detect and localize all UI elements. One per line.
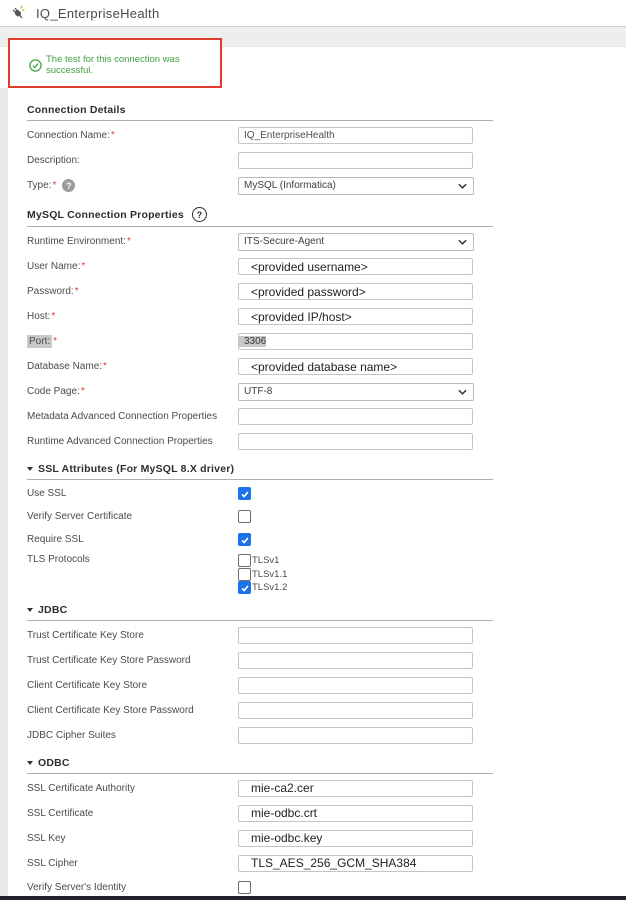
field-label xyxy=(27,511,238,522)
trust-certificate-key-store-input[interactable] xyxy=(238,627,473,644)
field-label xyxy=(27,833,238,844)
field-label xyxy=(27,261,238,272)
field-label-text: Database Name: xyxy=(27,361,103,372)
field-label-text: SSL Cipher xyxy=(27,857,78,869)
chevron-down-icon xyxy=(458,389,467,395)
field-row-ssl-cipher xyxy=(27,851,493,876)
checkbox-option xyxy=(238,554,287,568)
annotation-highlight-box xyxy=(8,38,222,88)
field-row-client-certificate-key-store xyxy=(27,673,493,698)
description-input[interactable] xyxy=(238,152,473,169)
jdbc-cipher-suites-input[interactable] xyxy=(238,727,473,744)
input-value: mie-odbc.key xyxy=(251,831,323,845)
section-divider xyxy=(27,773,493,774)
field-row-trust-certificate-key-store-password xyxy=(27,648,493,673)
select-value: UTF-8 xyxy=(244,386,273,397)
field-row-require-ssl xyxy=(27,528,493,551)
field-label-text: Description: xyxy=(27,155,80,166)
field-row-client-certificate-key-store-password xyxy=(27,698,493,723)
code-page-select[interactable] xyxy=(238,383,474,401)
success-message xyxy=(29,54,220,76)
field-row-use-ssl xyxy=(27,482,493,505)
field-label-text: TLS Protocols xyxy=(27,554,90,565)
section-rows xyxy=(27,123,493,198)
section-divider xyxy=(27,120,493,121)
field-row-ssl-key xyxy=(27,826,493,851)
field-row-runtime-advanced-connection-properties xyxy=(27,429,493,454)
field-label xyxy=(27,882,238,893)
tlsv1-checkbox[interactable] xyxy=(238,554,251,567)
field-label xyxy=(27,436,238,447)
user-name-input[interactable] xyxy=(238,258,473,275)
section-header-connection-details xyxy=(27,104,493,116)
input-value: mie-ca2.cer xyxy=(251,781,314,795)
required-marker: * xyxy=(53,336,58,347)
field-row-runtime-environment xyxy=(27,229,493,254)
field-label-text: SSL Certificate Authority xyxy=(27,782,136,794)
success-message-text: The test for this connection was successful. xyxy=(46,54,180,76)
input-value: <provided IP/host> xyxy=(251,309,352,324)
field-label xyxy=(27,286,238,297)
verify-server-s-identity-checkbox[interactable] xyxy=(238,881,251,894)
input-value: <provided database name> xyxy=(251,359,398,374)
field-row-database-name xyxy=(27,354,493,379)
required-marker: * xyxy=(126,236,131,247)
section-title: ODBC xyxy=(38,756,70,769)
select-value: ITS-Secure-Agent xyxy=(244,236,325,247)
field-row-metadata-advanced-connection-properties xyxy=(27,404,493,429)
bottom-bar xyxy=(0,896,626,900)
input-value: IQ_EnterpriseHealth xyxy=(244,130,335,141)
field-label-text: Password: xyxy=(27,286,74,297)
metadata-advanced-connection-properties-input[interactable] xyxy=(238,408,473,425)
field-row-ssl-certificate-authority xyxy=(27,776,493,801)
input-value: <provided password> xyxy=(251,284,366,299)
field-label xyxy=(27,680,238,691)
required-marker: * xyxy=(110,130,115,141)
field-label xyxy=(27,236,238,247)
field-label-text: User Name: xyxy=(27,261,81,272)
section-title: MySQL Connection Properties xyxy=(27,208,184,221)
checkbox-option-label: TLSv1.2 xyxy=(252,582,288,594)
field-label xyxy=(27,335,238,348)
section-rows xyxy=(27,482,493,595)
field-row-host xyxy=(27,304,493,329)
field-row-verify-server-certificate xyxy=(27,505,493,528)
section-rows xyxy=(27,623,493,748)
section-header-jdbc xyxy=(27,604,493,616)
trust-certificate-key-store-password-input[interactable] xyxy=(238,652,473,669)
port-input[interactable] xyxy=(238,333,473,350)
page-header xyxy=(0,0,626,27)
field-label xyxy=(27,488,238,499)
section-odbc xyxy=(27,757,493,899)
field-label-text: Runtime Environment: xyxy=(27,236,126,247)
field-row-description xyxy=(27,148,493,173)
required-marker: * xyxy=(80,386,85,397)
check-circle-icon xyxy=(29,59,42,72)
field-label xyxy=(27,534,238,545)
required-marker: * xyxy=(103,361,107,372)
field-label-text: Code Page: xyxy=(27,386,80,397)
checkbox-option-label: TLSv1 xyxy=(252,555,280,567)
field-label-text: Connection Name: xyxy=(27,130,110,141)
field-label-text: Client Certificate Key Store Password xyxy=(27,704,194,716)
field-label-text: Verify Server Certificate xyxy=(27,511,133,522)
host-input[interactable] xyxy=(238,308,473,325)
field-label-text: Port: xyxy=(29,336,51,347)
form-area xyxy=(27,99,493,899)
field-row-ssl-certificate xyxy=(27,801,493,826)
field-label xyxy=(27,386,238,397)
field-label xyxy=(27,179,238,192)
section-divider xyxy=(27,620,493,621)
section-divider xyxy=(27,226,493,227)
field-label-text: SSL Key xyxy=(27,832,66,844)
chevron-down-icon xyxy=(458,183,467,189)
field-row-jdbc-cipher-suites xyxy=(27,723,493,748)
checkmark-icon xyxy=(240,535,250,545)
required-marker: * xyxy=(51,311,56,322)
verify-server-certificate-checkbox[interactable] xyxy=(238,510,251,523)
section-header-mysql-connection-properties xyxy=(27,207,493,222)
require-ssl-checkbox[interactable] xyxy=(238,533,251,546)
section-ssl-attributes xyxy=(27,463,493,595)
field-label-text: Require SSL xyxy=(27,534,84,545)
field-row-user-name xyxy=(27,254,493,279)
field-label xyxy=(27,411,238,422)
password-input[interactable] xyxy=(238,283,473,300)
field-row-port xyxy=(27,329,493,354)
database-name-input[interactable] xyxy=(238,358,473,375)
section-rows xyxy=(27,229,493,454)
section-title: Connection Details xyxy=(27,104,126,116)
ssl-cipher-input[interactable] xyxy=(238,855,473,872)
field-label-text: Host: xyxy=(27,311,51,322)
checkmark-icon xyxy=(240,583,250,593)
input-value: mie-odbc.crt xyxy=(251,806,318,820)
section-title: SSL Attributes (For MySQL 8.X driver) xyxy=(38,463,235,475)
section-header-odbc xyxy=(27,757,493,769)
field-label xyxy=(27,155,238,166)
client-certificate-key-store-password-input[interactable] xyxy=(238,702,473,719)
field-row-connection-name xyxy=(27,123,493,148)
collapse-caret-icon[interactable] xyxy=(27,761,33,765)
field-label xyxy=(27,630,238,641)
field-label xyxy=(27,554,238,565)
field-label xyxy=(27,783,238,794)
field-label-text: Trust Certificate Key Store xyxy=(27,629,144,641)
section-jdbc xyxy=(27,604,493,748)
plug-icon xyxy=(9,5,26,22)
tls-protocols-checkbox-group xyxy=(238,554,287,595)
runtime-advanced-connection-properties-input[interactable] xyxy=(238,433,473,450)
field-label-text: Trust Certificate Key Store Password xyxy=(27,654,191,666)
ssl-certificate-input[interactable] xyxy=(238,805,473,822)
connection-name-input[interactable] xyxy=(238,127,473,144)
runtime-environment-select[interactable] xyxy=(238,233,474,251)
field-label-text: Use SSL xyxy=(27,488,67,499)
tlsv1-2-checkbox[interactable] xyxy=(238,581,251,594)
ssl-certificate-authority-input[interactable] xyxy=(238,780,473,797)
field-row-password xyxy=(27,279,493,304)
required-marker: * xyxy=(81,261,86,272)
chevron-down-icon xyxy=(458,239,467,245)
help-icon[interactable] xyxy=(62,179,75,192)
collapse-caret-icon[interactable] xyxy=(27,467,33,471)
field-row-type xyxy=(27,173,493,198)
required-marker: * xyxy=(74,286,79,297)
field-label xyxy=(27,130,238,141)
field-label-text: Metadata Advanced Connection Properties xyxy=(27,411,218,422)
client-certificate-key-store-input[interactable] xyxy=(238,677,473,694)
section-mysql-connection-properties xyxy=(27,207,493,454)
select-value: MySQL (Informatica) xyxy=(244,180,336,191)
input-value: 3306 xyxy=(239,336,266,347)
field-label xyxy=(27,655,238,666)
field-label-text: SSL Certificate xyxy=(27,807,94,819)
checkbox-option xyxy=(238,581,287,595)
help-icon[interactable] xyxy=(192,207,207,222)
tlsv1-1-checkbox[interactable] xyxy=(238,568,251,581)
section-divider xyxy=(27,479,493,480)
field-row-trust-certificate-key-store xyxy=(27,623,493,648)
field-label-text: JDBC Cipher Suites xyxy=(27,729,116,741)
help-glyph: ? xyxy=(196,209,203,220)
field-label xyxy=(27,858,238,869)
type-select[interactable] xyxy=(238,177,474,195)
field-label xyxy=(27,808,238,819)
section-connection-details xyxy=(27,104,493,198)
checkbox-option xyxy=(238,568,287,582)
section-title: JDBC xyxy=(38,603,68,616)
field-label xyxy=(27,311,238,322)
field-label xyxy=(27,705,238,716)
collapse-caret-icon[interactable] xyxy=(27,608,33,612)
field-label-text: Runtime Advanced Connection Properties xyxy=(27,436,213,447)
field-row-code-page xyxy=(27,379,493,404)
help-glyph: ? xyxy=(66,180,72,191)
use-ssl-checkbox[interactable] xyxy=(238,487,251,500)
field-label-text: Verify Server's Identity xyxy=(27,881,127,893)
input-value: <provided username> xyxy=(251,259,368,274)
page-title: IQ_EnterpriseHealth xyxy=(36,5,160,21)
section-rows xyxy=(27,776,493,899)
ssl-key-input[interactable] xyxy=(238,830,473,847)
field-label xyxy=(27,730,238,741)
checkmark-icon xyxy=(240,489,250,499)
field-label-text: Type: xyxy=(27,180,52,191)
field-row-tls-protocols xyxy=(27,551,493,595)
field-label xyxy=(27,361,238,372)
checkbox-option-label: TLSv1.1 xyxy=(252,568,288,580)
required-marker: * xyxy=(52,180,57,191)
input-value: TLS_AES_256_GCM_SHA384 xyxy=(251,856,417,870)
section-header-ssl-attributes xyxy=(27,463,493,475)
left-edge-strip xyxy=(0,88,8,896)
field-label-text: Client Certificate Key Store xyxy=(27,679,148,691)
